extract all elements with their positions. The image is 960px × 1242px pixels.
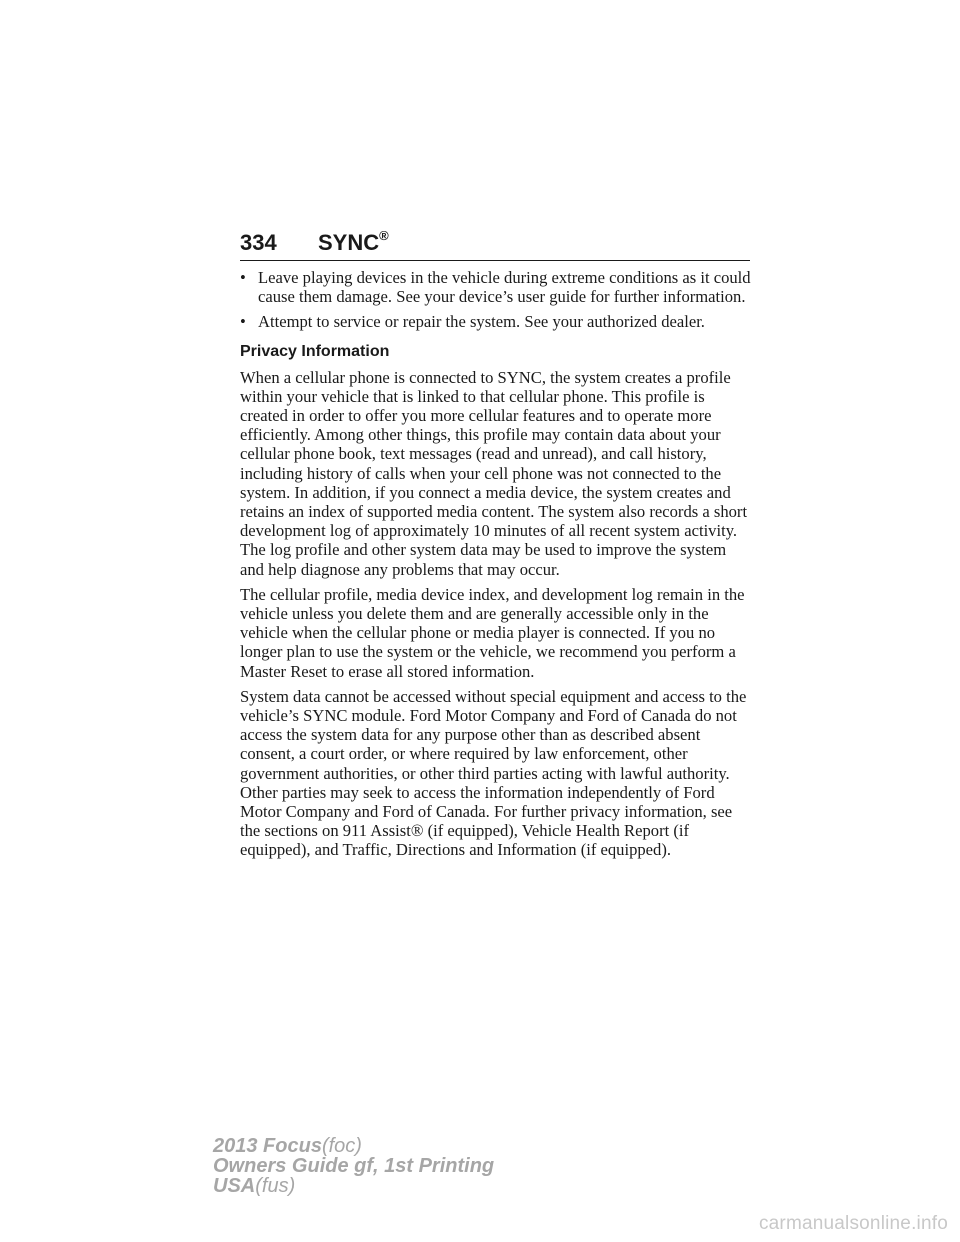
footer-model-code: (foc): [321, 1135, 362, 1157]
footer-line-region: [213, 1176, 494, 1196]
registered-mark: ®: [379, 228, 389, 243]
bullet-icon: •: [240, 312, 246, 332]
section-title-text: SYNC: [318, 230, 380, 255]
body-text: [240, 268, 752, 866]
privacy-paragraph: When a cellular phone is connected to SYNC, the system creates a profile within your vehicle that is linked to that cellular phone. This profile is created in order to offer you more cellular features and to operate more efficiently. Among other things, this profile may contain data about your cellular phone book, text messages (read and unread), and call history, including history of calls when your cell phone was not connected to the system. In addition, if you connect a media device, the system creates and retains an index of supported media content. The system also records a short development log of approximately 10 minutes of all recent system activity. The log profile and other system data may be used to improve the system and help diagnose any problems that may occur.: [240, 367, 748, 579]
bullet-item: [240, 312, 752, 331]
print-footer: [213, 1136, 494, 1196]
header-rule: [240, 260, 750, 261]
footer-line-model: [213, 1136, 494, 1156]
footer-model: 2013 Focus: [213, 1135, 322, 1157]
privacy-heading: Privacy Information: [240, 342, 390, 360]
privacy-paragraph: The cellular profile, media device index, and development log remain in the vehicle unless you delete them and are generally accessible only in the vehicle when the cellular phone or media player is connected. If you no longer plan to use the system or the vehicle, we recommend you perform a Master Reset to erase all stored information.: [240, 584, 745, 681]
bullet-text: Attempt to service or repair the system. See your authorized dealer.: [258, 312, 705, 332]
privacy-paragraph: System data cannot be accessed without special equipment and access to the vehicle’s SYNC module. Ford Motor Company and Ford of Canada do not access the system data for any purpose other than as described absent consent, a court order, or where required by law enforcement, other government authorities, or other third parties acting with lawful authority. Other parties may seek to access the information independently of Ford Motor Company and Ford of Canada. For further privacy information, see the sections on 911 Assist® (if equipped), Vehicle Health Report (if equipped), and Traffic, Directions and Information (if equipped).: [240, 686, 747, 860]
section-title: [318, 228, 389, 258]
footer-line-guide: Owners Guide gf, 1st Printing: [213, 1155, 495, 1177]
footer-region-code: (fus): [255, 1175, 296, 1197]
bullet-item: [240, 268, 752, 306]
footer-region: USA: [213, 1175, 256, 1197]
bullet-text: Leave playing devices in the vehicle during extreme conditions as it could cause them damage. See your device’s user guide for further information.: [258, 268, 751, 307]
page-header: [240, 228, 750, 258]
bullet-icon: •: [240, 268, 246, 287]
page-number: 334: [240, 230, 277, 255]
watermark: carmanualsonline.info: [758, 1213, 948, 1234]
